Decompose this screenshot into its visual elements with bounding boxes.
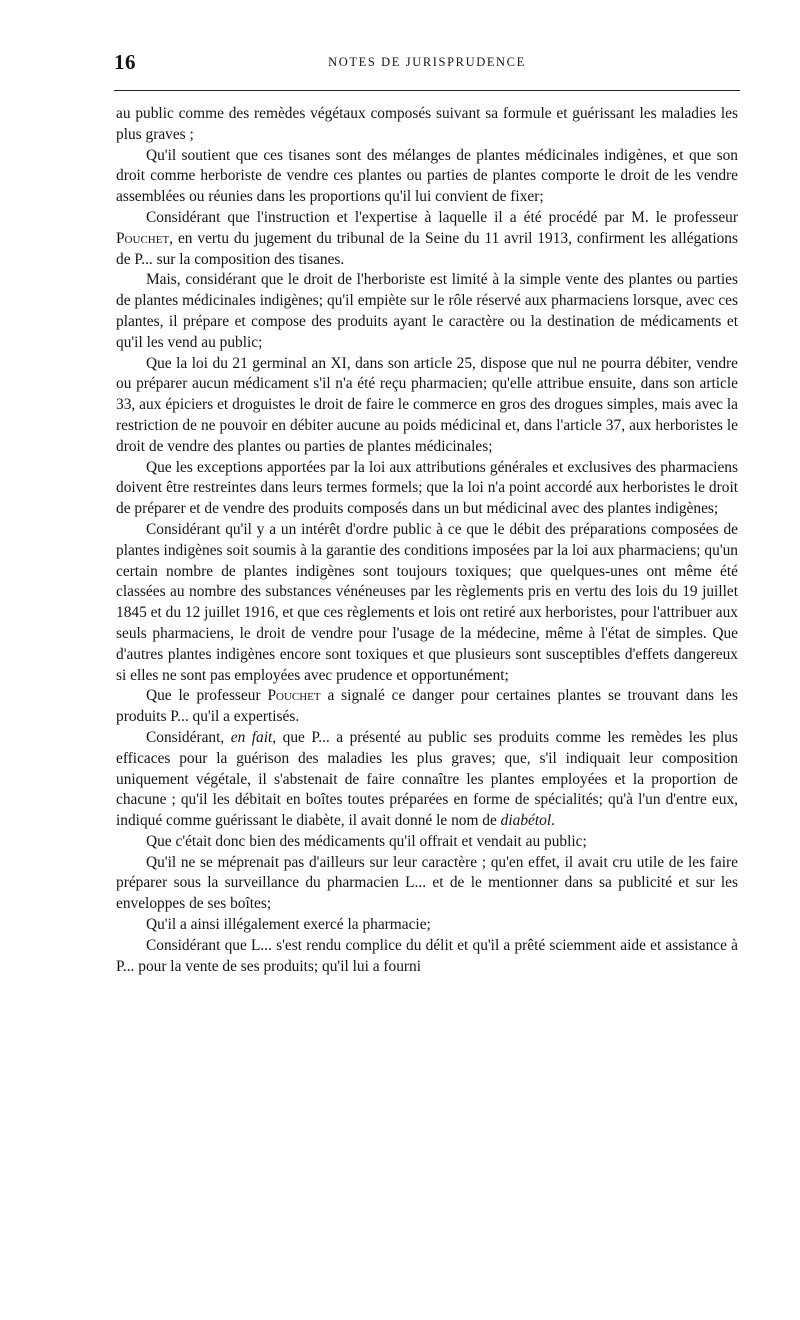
paragraph-text: , en vertu du jugement du tribunal de la Seine du 11 avril 1913, confirment les allégations de P... sur la composition des tisanes. — [116, 229, 738, 268]
header-rule — [114, 90, 740, 91]
page-header — [114, 50, 740, 78]
paragraph: Considérant qu'il y a un intérêt d'ordre public à ce que le débit des préparations composées de plantes indigènes soit soumis à la garantie des conditions imposées par la loi aux pharmaciens; qu'un certain nombre de plantes indigènes sont toujours toxiques; que quelques-unes ont même été classées au nombre des substances vénéneuses par les règlements pris en vertu des lois du 19 juillet 1845 et du 12 juillet 1916, et que ces règlements et lois ont retiré aux herboristes, pour l'attribuer aux seuls pharmaciens, le droit de vendre pour l'usage de la médecine, même à l'état de simples. Que d'autres plantes indigènes encore sont toxiques et que plusieurs sont susceptibles d'effets dangereux si elles ne sont pas employées avec prudence et opportunément; — [116, 520, 738, 684]
paragraph: Qu'il ne se méprenait pas d'ailleurs sur leur caractère ; qu'en effet, il avait cru utile de les faire préparer sous la surveillance du pharmacien L... et de le mentionner dans sa publicité et sur les enveloppes de ses boîtes; — [116, 853, 738, 913]
paragraph — [116, 728, 738, 832]
paragraph — [116, 208, 738, 270]
paragraph-text: . — [551, 812, 555, 830]
body-text — [116, 104, 738, 977]
paragraph-text: Que le professeur — [146, 687, 268, 705]
paragraph-text: Considérant que l'instruction et l'expertise à laquelle il a été procédé par M. le professeur — [146, 208, 738, 226]
paragraph: Que c'était donc bien des médicaments qu'il offrait et vendait au public; — [146, 832, 587, 850]
paragraph: Mais, considérant que le droit de l'herboriste est limité à la simple vente des plantes ou parties de plantes médicinales indigènes; qu'il empiète sur le rôle réservé aux pharmaciens lorsque, avec ces plantes, il prépare et compose des produits ayant le caractère ou la destination de médicaments et qu'il les vend au public; — [116, 271, 738, 351]
paragraph-text: Considérant, — [146, 728, 231, 746]
paragraph: Qu'il soutient que ces tisanes sont des mélanges de plantes médicinales indigènes, et que son droit comme herboriste de vendre ces plantes ou parties de plantes comporte le droit de les vendre assemblées ou réunies dans les proportions qu'il lui convient de fixer; — [116, 146, 738, 206]
paragraph: au public comme des remèdes végétaux composés suivant sa formule et guérissant les maladies les plus graves ; — [116, 105, 738, 143]
emphasis-text: en fait — [230, 728, 273, 746]
paragraph: Qu'il a ainsi illégalement exercé la pharmacie; — [146, 916, 431, 934]
page-number: 16 — [114, 50, 136, 74]
paragraph — [116, 686, 738, 728]
paragraph: Que les exceptions apportées par la loi aux attributions générales et exclusives des pharmaciens doivent être restreintes dans leurs termes formels; que la loi n'a point accordé aux herboristes le droit de préparer et de vendre des produits composés dans un but médicinal avec des plantes indigènes; — [116, 458, 738, 518]
paragraph: Considérant que L... s'est rendu complice du délit et qu'il a prêté sciemment aide et assistance à P... pour la vente de ses produits; qu'il lui a fourni — [116, 936, 738, 975]
person-name: Pouchet — [116, 229, 170, 247]
emphasis-text: diabétol — [500, 812, 552, 830]
paragraph-text: , que P... a présenté au public ses produits comme les remèdes les plus efficaces pour la guérison des maladies les plus graves; que, s'il indiquait leur composition uniquement végétale, il s'abstenait de faire connaître les plantes employées et la proportion de chacune ; qu'il les débitait en boîtes toutes préparées en forme de spécialités; qu'à l'un d'entre eux, indiqué comme guérissant le diabète, il avait donné le nom de — [116, 728, 738, 830]
paragraph: Que la loi du 21 germinal an XI, dans son article 25, dispose que nul ne pourra débiter, vendre ou préparer aucun médicament s'il n'a été reçu pharmacien; qu'elle attribue ensuite, dans son article 33, aux épiciers et droguistes le droit de faire le commerce en gros des drogues simples, mais avec la restriction de ne pouvoir en débiter aucune au poids médicinal et, dans l'article 37, aux herboristes le droit de vendre des plantes ou parties de plantes médicinales; — [116, 354, 738, 455]
running-title: NOTES DE JURISPRUDENCE — [328, 55, 526, 69]
person-name: Pouchet — [267, 687, 321, 705]
paragraph-text: a signalé ce danger pour certaines plantes se trouvant dans les produits P... qu'il a expertisés. — [116, 687, 738, 726]
